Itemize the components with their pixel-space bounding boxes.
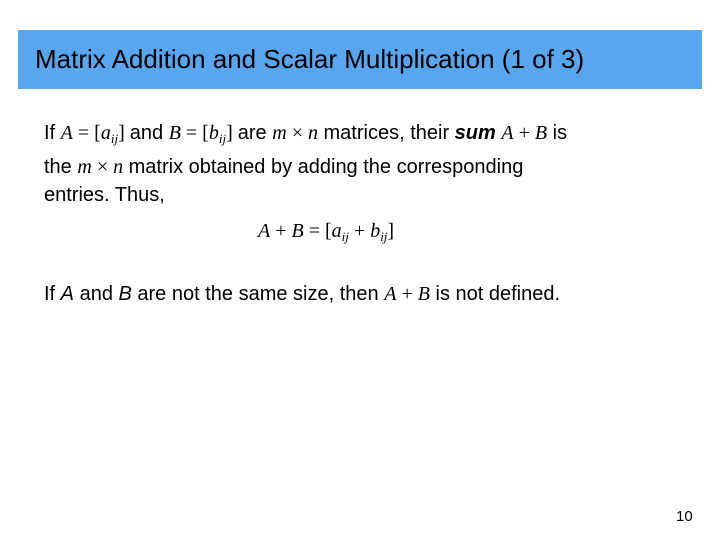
text-matrices: matrices, their	[317, 122, 455, 144]
symbol-b: B	[534, 122, 548, 144]
symbol-b: B	[118, 283, 132, 305]
text-are: are	[237, 122, 273, 144]
close-bracket: ]	[118, 122, 130, 144]
symbol-b: B	[417, 283, 430, 305]
symbol-b: B	[168, 122, 181, 144]
term-sum: sum	[454, 122, 496, 144]
symbol-a: A	[60, 283, 75, 305]
equals-bracket: = [	[72, 122, 101, 144]
definition-paragraph	[44, 119, 694, 209]
text-matrix-obtained: matrix obtained by adding the corresponding	[123, 156, 524, 178]
page-number: 10	[676, 508, 693, 525]
subscript-ij: ij	[110, 131, 119, 146]
subscript-ij: ij	[218, 131, 227, 146]
text-if: If	[44, 283, 61, 305]
symbol-m: m	[77, 156, 92, 178]
text-and: and	[129, 122, 169, 144]
equals-bracket: = [	[303, 220, 332, 242]
symbol-a: A	[60, 122, 73, 144]
subscript-ij: ij	[380, 229, 388, 244]
undefined-note	[44, 280, 694, 308]
element-a: a	[331, 220, 342, 242]
close-bracket: ]	[387, 220, 395, 242]
definition-line-2	[44, 153, 694, 181]
symbol-n: n	[307, 122, 318, 144]
title-bar	[18, 30, 702, 89]
symbol-m: m	[272, 122, 287, 144]
element-b: b	[370, 220, 381, 242]
plus-sign: +	[270, 220, 292, 242]
subscript-ij: ij	[341, 229, 349, 244]
element-b: b	[208, 122, 219, 144]
times-sign: ×	[91, 156, 114, 178]
definition-line-3	[44, 181, 694, 209]
symbol-n: n	[113, 156, 124, 178]
plus-sign: +	[396, 283, 418, 305]
symbol-a: A	[384, 283, 397, 305]
text-if: If	[44, 122, 61, 144]
slide-title: Matrix Addition and Scalar Multiplication (1 of 3)	[35, 44, 585, 74]
close-bracket: ]	[226, 122, 238, 144]
definition-line-1	[44, 119, 694, 153]
symbol-a: A	[501, 122, 514, 144]
text-not-defined: is not defined.	[429, 283, 561, 305]
plus-sign: +	[513, 122, 535, 144]
symbol-b: B	[291, 220, 304, 242]
sum-equation	[258, 217, 394, 251]
times-sign: ×	[286, 122, 308, 144]
text-the: the	[44, 156, 78, 178]
element-a: a	[100, 122, 111, 144]
equals-bracket: = [	[180, 122, 209, 144]
text-entries-thus: entries. Thus,	[44, 184, 165, 206]
plus-sign: +	[348, 220, 371, 242]
symbol-a: A	[258, 220, 271, 242]
text-not-same-size: are not the same size, then	[131, 283, 385, 305]
text-and: and	[74, 283, 119, 305]
text-is: is	[547, 122, 568, 144]
